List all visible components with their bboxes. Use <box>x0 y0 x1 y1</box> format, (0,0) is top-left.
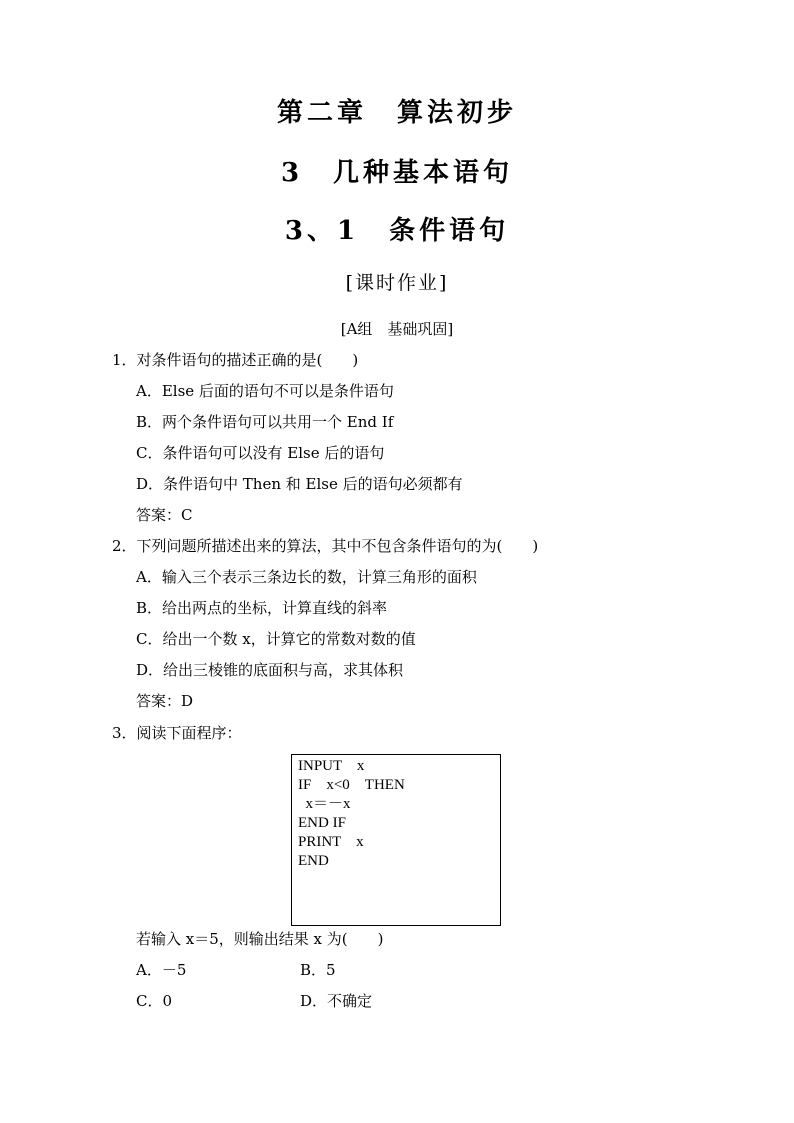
question-3-option-a: A．－5 <box>136 961 187 979</box>
question-1-option-c: C．条件语句可以没有 Else 后的语句 <box>136 444 385 462</box>
question-1-answer: 答案：C <box>136 506 193 524</box>
question-2-option-b: B．给出两点的坐标，计算直线的斜率 <box>136 599 388 617</box>
group-label: [A组 基础巩固] <box>340 320 454 338</box>
question-2-option-a: A．输入三个表示三条边长的数，计算三角形的面积 <box>136 568 477 586</box>
subsection-title: 3、1 条件语句 <box>284 216 510 246</box>
question-1-option-b: B．两个条件语句可以共用一个 End If <box>136 413 394 431</box>
question-1-option-a: A．Else 后面的语句不可以是条件语句 <box>136 382 394 400</box>
question-1-stem: 1．对条件语句的描述正确的是( ) <box>112 351 359 369</box>
code-line: IF x<0 THEN <box>298 777 405 793</box>
question-3-prompt: 若输入 x＝5，则输出结果 x 为( ) <box>136 930 384 948</box>
program-code-box <box>291 754 501 926</box>
code-line: END IF <box>298 815 346 831</box>
code-line: x＝－x <box>298 796 351 812</box>
question-2-answer: 答案：D <box>136 692 194 710</box>
question-3-option-c: C．0 <box>136 992 173 1010</box>
question-2-stem: 2．下列问题所描述出来的算法，其中不包含条件语句的为( ) <box>112 537 539 555</box>
question-3-stem: 3．阅读下面程序： <box>112 724 242 742</box>
code-line: INPUT x <box>298 758 365 774</box>
question-2-option-d: D．给出三棱锥的底面积与高，求其体积 <box>136 661 404 679</box>
section-title: 3 几种基本语句 <box>280 158 514 188</box>
question-2-option-c: C．给出一个数 x，计算它的常数对数的值 <box>136 630 416 648</box>
question-3-option-b: B．5 <box>300 961 336 979</box>
question-1-option-d: D．条件语句中 Then 和 Else 后的语句必须都有 <box>136 475 463 493</box>
code-line: END <box>298 853 329 869</box>
question-3-option-d: D．不确定 <box>300 992 373 1010</box>
code-line: PRINT x <box>298 834 364 850</box>
chapter-title: 第二章 算法初步 <box>276 98 517 128</box>
homework-label: [课时作业] <box>345 272 449 294</box>
